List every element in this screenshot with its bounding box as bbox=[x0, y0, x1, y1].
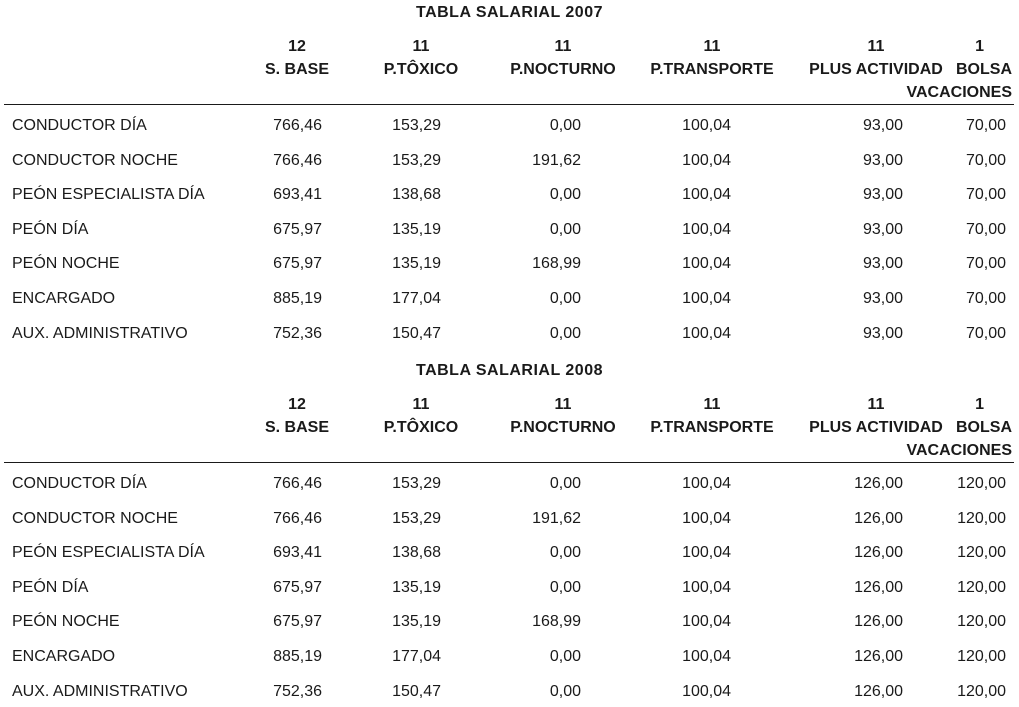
table-row bbox=[0, 510, 1019, 534]
column-label-line2: VACACIONES bbox=[906, 442, 1012, 459]
column-payment-count: 1 bbox=[975, 396, 984, 413]
job-title: CONDUCTOR NOCHE bbox=[12, 151, 178, 169]
job-title: CONDUCTOR DÍA bbox=[12, 117, 147, 134]
cell-value: 120,00 bbox=[957, 475, 1006, 492]
cell-value: 120,00 bbox=[957, 648, 1006, 665]
cell-value: 100,04 bbox=[682, 117, 731, 134]
cell-value: 126,00 bbox=[854, 613, 903, 631]
cell-value: 153,29 bbox=[392, 475, 441, 492]
column-payment-count: 11 bbox=[554, 38, 572, 55]
column-header bbox=[637, 35, 787, 81]
job-title: ENCARGADO bbox=[12, 648, 116, 665]
column-payment-count: 1 bbox=[975, 38, 984, 55]
column-label: PLUS ACTIVIDAD bbox=[809, 61, 943, 78]
cell-value: 693,41 bbox=[273, 186, 322, 204]
cell-value: 120,00 bbox=[957, 578, 1006, 596]
table-row bbox=[0, 152, 1019, 176]
cell-value: 0,00 bbox=[549, 578, 581, 596]
table-row bbox=[0, 683, 1019, 707]
cell-value: 0,00 bbox=[549, 117, 581, 134]
column-label: P.TÔXICO bbox=[383, 61, 459, 78]
cell-value: 766,46 bbox=[273, 117, 322, 134]
column-header bbox=[493, 35, 633, 81]
column-header bbox=[361, 35, 481, 81]
cell-value: 126,00 bbox=[854, 475, 903, 492]
cell-value: 153,29 bbox=[392, 509, 441, 527]
table-row bbox=[0, 325, 1019, 349]
cell-value: 100,04 bbox=[682, 220, 731, 238]
cell-value: 135,19 bbox=[392, 220, 441, 238]
cell-value: 135,19 bbox=[392, 578, 441, 596]
cell-value: 70,00 bbox=[965, 220, 1006, 238]
column-label: P.NOCTURNO bbox=[510, 61, 616, 78]
cell-value: 0,00 bbox=[549, 682, 581, 700]
cell-value: 126,00 bbox=[854, 509, 903, 527]
cell-value: 93,00 bbox=[862, 255, 903, 273]
cell-value: 150,47 bbox=[392, 324, 441, 342]
cell-value: 0,00 bbox=[549, 324, 581, 342]
cell-value: 126,00 bbox=[854, 682, 903, 700]
cell-value: 168,99 bbox=[532, 613, 581, 631]
cell-value: 0,00 bbox=[549, 220, 581, 238]
cell-value: 100,04 bbox=[682, 613, 731, 631]
cell-value: 126,00 bbox=[854, 648, 903, 665]
cell-value: 752,36 bbox=[273, 324, 322, 342]
cell-value: 100,04 bbox=[682, 544, 731, 562]
cell-value: 93,00 bbox=[862, 117, 903, 134]
cell-value: 153,29 bbox=[392, 117, 441, 134]
column-payment-count: 11 bbox=[703, 396, 721, 413]
column-header bbox=[882, 393, 1012, 462]
job-title: PEÓN DÍA bbox=[12, 220, 89, 238]
table-row bbox=[0, 117, 1019, 141]
column-label: BOLSA bbox=[956, 419, 1012, 436]
column-payment-count: 12 bbox=[288, 38, 306, 55]
cell-value: 0,00 bbox=[549, 290, 581, 307]
cell-value: 693,41 bbox=[273, 544, 322, 562]
cell-value: 70,00 bbox=[965, 290, 1006, 307]
cell-value: 100,04 bbox=[682, 290, 731, 307]
column-label-line2: VACACIONES bbox=[906, 84, 1012, 101]
cell-value: 120,00 bbox=[957, 544, 1006, 562]
cell-value: 93,00 bbox=[862, 186, 903, 204]
job-title: PEÓN NOCHE bbox=[12, 255, 120, 273]
job-title: PEÓN NOCHE bbox=[12, 613, 120, 631]
cell-value: 120,00 bbox=[957, 613, 1006, 631]
cell-value: 100,04 bbox=[682, 509, 731, 527]
cell-value: 70,00 bbox=[965, 117, 1006, 134]
column-label: S. BASE bbox=[264, 419, 329, 436]
column-payment-count: 11 bbox=[703, 38, 721, 55]
cell-value: 93,00 bbox=[862, 324, 903, 342]
cell-value: 0,00 bbox=[549, 648, 581, 665]
cell-value: 70,00 bbox=[965, 255, 1006, 273]
cell-value: 100,04 bbox=[682, 648, 731, 665]
table-row bbox=[0, 475, 1019, 499]
table-row bbox=[0, 579, 1019, 603]
column-payment-count: 11 bbox=[867, 38, 885, 55]
cell-value: 100,04 bbox=[682, 255, 731, 273]
column-label: BOLSA bbox=[956, 61, 1012, 78]
header-divider bbox=[4, 104, 1014, 105]
cell-value: 766,46 bbox=[273, 151, 322, 169]
job-title: CONDUCTOR NOCHE bbox=[12, 509, 178, 527]
cell-value: 138,68 bbox=[392, 186, 441, 204]
job-title: AUX. ADMINISTRATIVO bbox=[12, 324, 188, 342]
column-payment-count: 11 bbox=[412, 38, 430, 55]
cell-value: 0,00 bbox=[549, 544, 581, 562]
cell-value: 100,04 bbox=[682, 682, 731, 700]
table-title: TABLA SALARIAL 2008 bbox=[415, 362, 603, 379]
table-row bbox=[0, 186, 1019, 210]
cell-value: 675,97 bbox=[273, 578, 322, 596]
cell-value: 100,04 bbox=[682, 578, 731, 596]
cell-value: 0,00 bbox=[549, 475, 581, 492]
table-row bbox=[0, 255, 1019, 279]
cell-value: 93,00 bbox=[862, 151, 903, 169]
column-label: S. BASE bbox=[264, 61, 329, 78]
cell-value: 675,97 bbox=[273, 255, 322, 273]
column-payment-count: 12 bbox=[288, 396, 306, 413]
column-label: P.TRANSPORTE bbox=[650, 61, 774, 78]
job-title: CONDUCTOR DÍA bbox=[12, 475, 147, 492]
column-label: P.TRANSPORTE bbox=[650, 419, 774, 436]
cell-value: 766,46 bbox=[273, 509, 322, 527]
column-label: P.TÔXICO bbox=[383, 419, 459, 436]
cell-value: 126,00 bbox=[854, 578, 903, 596]
column-header bbox=[237, 393, 357, 439]
cell-value: 177,04 bbox=[392, 648, 441, 665]
cell-value: 138,68 bbox=[392, 544, 441, 562]
cell-value: 191,62 bbox=[532, 151, 581, 169]
cell-value: 70,00 bbox=[965, 151, 1006, 169]
cell-value: 135,19 bbox=[392, 255, 441, 273]
cell-value: 153,29 bbox=[392, 151, 441, 169]
cell-value: 100,04 bbox=[682, 186, 731, 204]
cell-value: 135,19 bbox=[392, 613, 441, 631]
job-title: ENCARGADO bbox=[12, 290, 116, 307]
table-title: TABLA SALARIAL 2007 bbox=[415, 4, 603, 21]
cell-value: 675,97 bbox=[273, 613, 322, 631]
cell-value: 100,04 bbox=[682, 475, 731, 492]
cell-value: 93,00 bbox=[862, 290, 903, 307]
cell-value: 70,00 bbox=[965, 186, 1006, 204]
cell-value: 766,46 bbox=[273, 475, 322, 492]
column-header bbox=[882, 35, 1012, 104]
cell-value: 120,00 bbox=[957, 682, 1006, 700]
cell-value: 885,19 bbox=[273, 648, 322, 665]
cell-value: 120,00 bbox=[957, 509, 1006, 527]
cell-value: 675,97 bbox=[273, 220, 322, 238]
cell-value: 0,00 bbox=[549, 186, 581, 204]
cell-value: 168,99 bbox=[532, 255, 581, 273]
cell-value: 150,47 bbox=[392, 682, 441, 700]
column-header bbox=[637, 393, 787, 439]
cell-value: 752,36 bbox=[273, 682, 322, 700]
column-payment-count: 11 bbox=[867, 396, 885, 413]
table-row bbox=[0, 648, 1019, 672]
column-header bbox=[493, 393, 633, 439]
job-title: AUX. ADMINISTRATIVO bbox=[12, 682, 188, 700]
cell-value: 126,00 bbox=[854, 544, 903, 562]
table-row bbox=[0, 544, 1019, 568]
cell-value: 100,04 bbox=[682, 151, 731, 169]
table-row bbox=[0, 221, 1019, 245]
cell-value: 70,00 bbox=[965, 324, 1006, 342]
cell-value: 885,19 bbox=[273, 290, 322, 307]
table-row bbox=[0, 613, 1019, 637]
header-divider bbox=[4, 462, 1014, 463]
job-title: PEÓN DÍA bbox=[12, 578, 89, 596]
cell-value: 100,04 bbox=[682, 324, 731, 342]
column-payment-count: 11 bbox=[554, 396, 572, 413]
job-title: PEÓN ESPECIALISTA DÍA bbox=[12, 186, 205, 204]
table-row bbox=[0, 290, 1019, 314]
cell-value: 191,62 bbox=[532, 509, 581, 527]
cell-value: 93,00 bbox=[862, 220, 903, 238]
column-label: P.NOCTURNO bbox=[510, 419, 616, 436]
column-header bbox=[237, 35, 357, 81]
column-label: PLUS ACTIVIDAD bbox=[809, 419, 943, 436]
job-title: PEÓN ESPECIALISTA DÍA bbox=[12, 544, 205, 562]
column-header bbox=[361, 393, 481, 439]
cell-value: 177,04 bbox=[392, 290, 441, 307]
column-payment-count: 11 bbox=[412, 396, 430, 413]
